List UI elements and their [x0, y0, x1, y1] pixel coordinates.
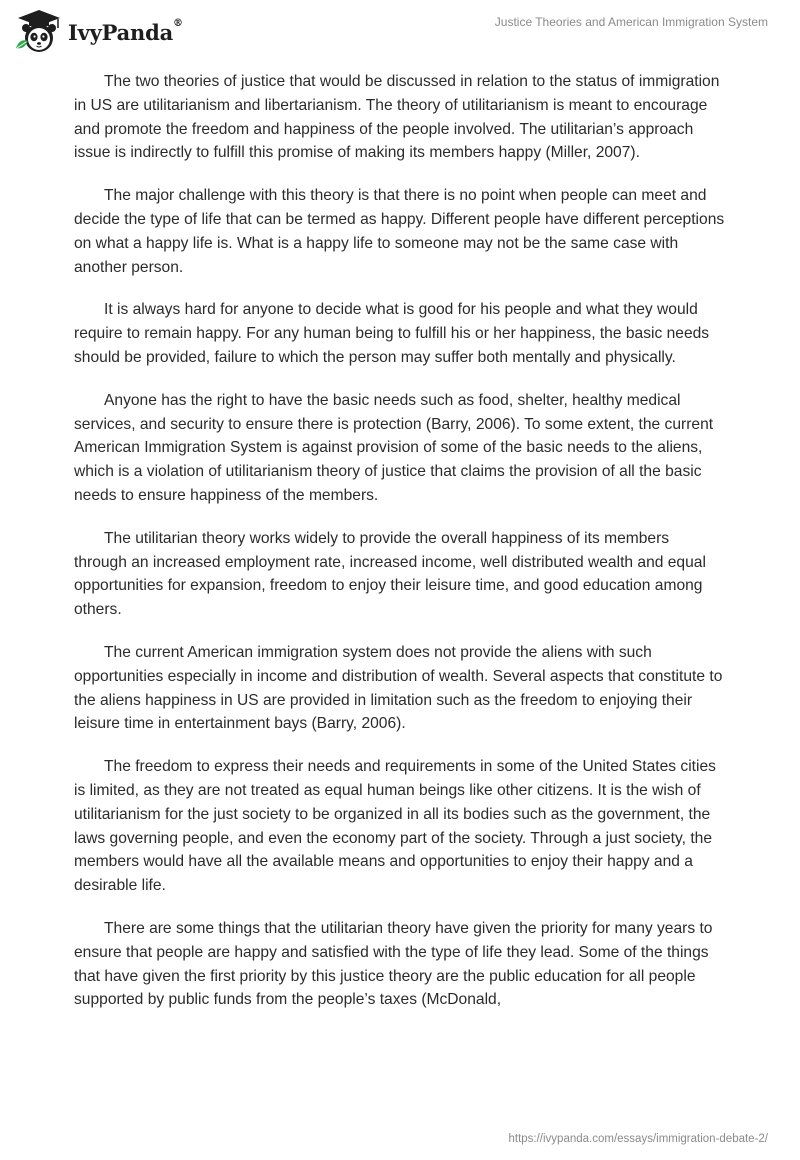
paragraph: The current American immigration system does not provide the aliens with such opportunities especially in income and distribution of wealth. Several aspects that constitute to the aliens happiness in US are provided in limitation such as the freedom to enjoying their leisure time in entertainment bays (Barry, 2006). — [74, 643, 723, 733]
ivypanda-logo[interactable] — [14, 8, 183, 54]
paragraph: The major challenge with this theory is that there is no point when people can meet and decide the type of life that can be termed as happy. Different people have different perceptions on what a happy life is. What is a happy life to someone may not be the same case with another person. — [74, 187, 725, 276]
source-url-link[interactable]: https://ivypanda.com/essays/immigration-debate-2/ — [508, 1133, 768, 1145]
paragraph: The freedom to express their needs and requirements in some of the United States cities is limited, as they are not treated as equal human beings like other citizens. It is the wish of utilitarianism for the just society to be organized in all its bodies such as the government, the laws governing people, and even the economy part of the society. Through a just society, the members would have all the available means and opportunities to enjoy their happy and a desirable life. — [74, 758, 716, 895]
paragraph: The two theories of justice that would be discussed in relation to the status of immigration in US are utilitarianism and libertarianism. The theory of utilitarianism is meant to encourage and promote the freedom and happiness of the people involved. The utilitarian’s approach issue is indirectly to fulfill this promise of making its members happy (Miller, 2007). — [74, 73, 720, 162]
logo-wordmark — [68, 17, 183, 45]
paragraph: The utilitarian theory works widely to provide the overall happiness of its members through an increased employment rate, increased income, well distributed wealth and equal opportunities for expansion, freedom to enjoy their leisure time, and good education among others. — [74, 529, 706, 619]
panda-graduate-icon — [14, 8, 64, 54]
document-title: Justice Theories and American Immigration System — [494, 15, 768, 29]
paragraph: There are some things that the utilitarian theory have given the priority for many years to ensure that people are happy and satisfied with the type of life they lead. Some of the things that have given the first priority by this justice theory are the public education for all people supported by public funds from the people’s taxes (McDonald, — [74, 919, 713, 1009]
paragraph: It is always hard for anyone to decide what is good for his people and what they would require to remain happy. For any human being to fulfill his or her happiness, the basic needs should be provided, failure to which the person may suffer both mentally and physically. — [74, 301, 710, 366]
page-header — [0, 0, 800, 60]
paragraph: Anyone has the right to have the basic needs such as food, shelter, healthy medical services, and security to ensure there is protection (Barry, 2006). To some extent, the current American Immigration System is against provision of some of the basic needs to the aliens, which is a violation of utilitarianism theory of justice that claims the provision of all the basic needs to ensure happiness of the members. — [74, 391, 714, 504]
registered-mark: ® — [173, 17, 183, 29]
essay-body — [74, 70, 726, 1031]
logo-text: IvyPanda — [68, 19, 174, 45]
